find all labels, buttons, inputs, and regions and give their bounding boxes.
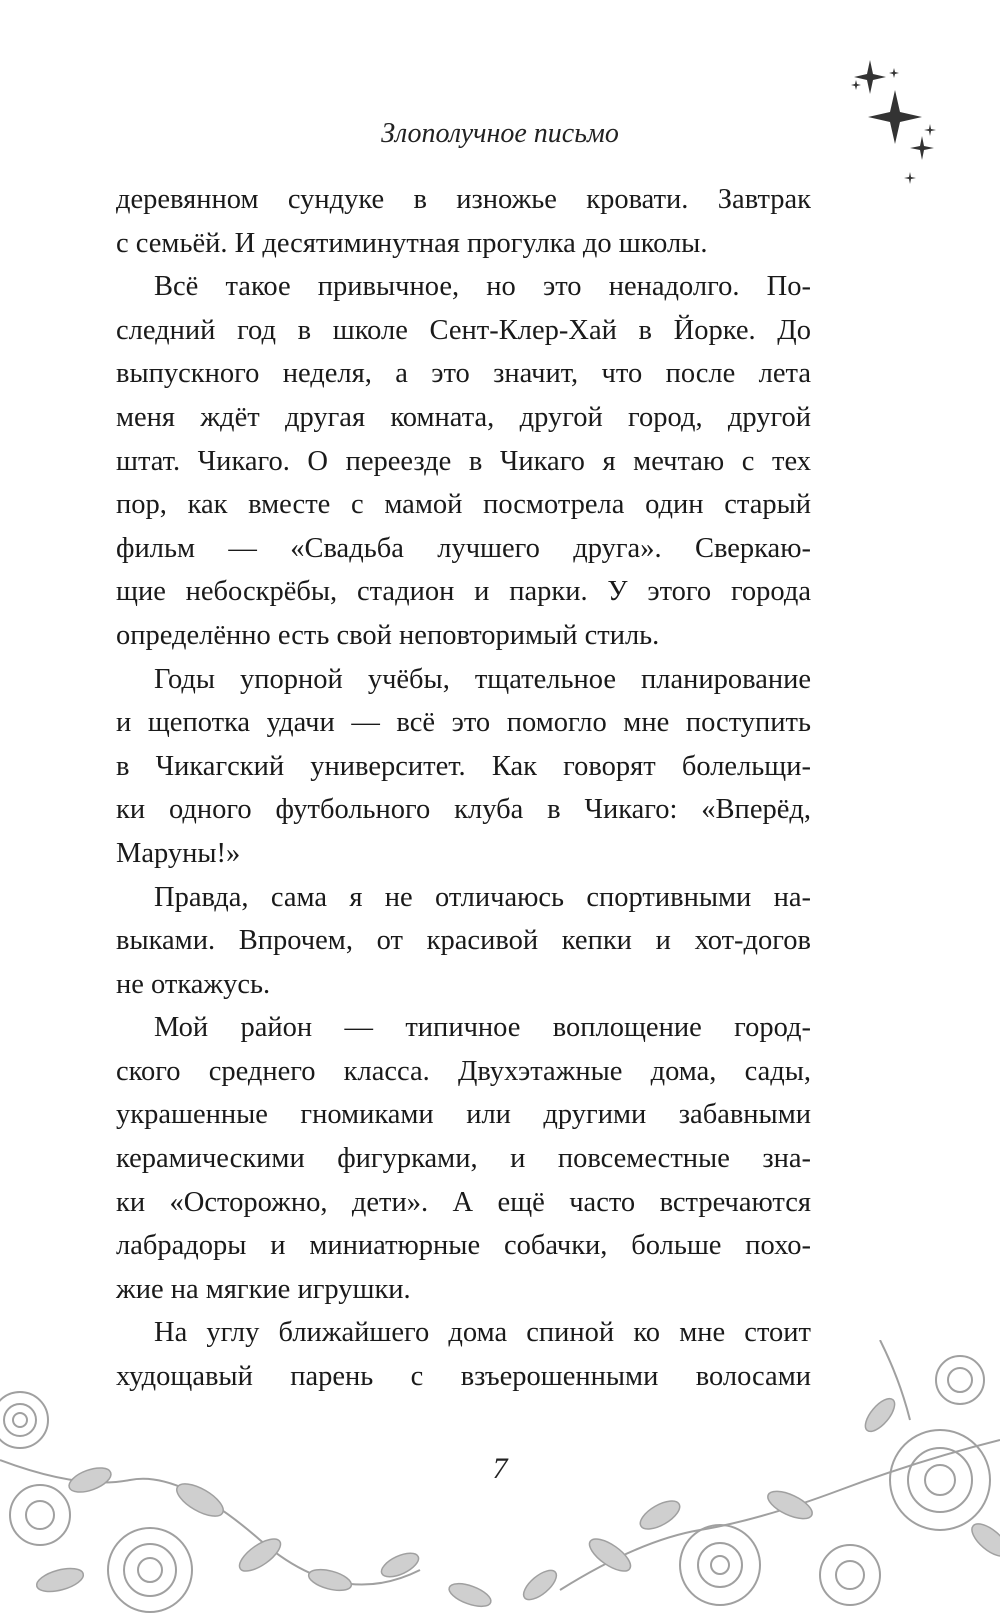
text-line: ского среднего класса. Двухэтажные дома, сады, <box>116 1055 811 1087</box>
sparkle-icon <box>889 68 899 78</box>
rose-icon <box>820 1545 880 1605</box>
rose-icon <box>936 1356 984 1404</box>
sparkle-icon <box>904 172 916 184</box>
rose-icon <box>0 1392 48 1448</box>
text-line: Всё такое привычное, но это ненадолго. По- <box>154 271 811 303</box>
leaf-icon <box>34 1564 86 1596</box>
text-line: лабрадоры и миниатюрные собачки, больше похо- <box>116 1230 811 1262</box>
text-line: жие на мягкие игрушки. <box>116 1273 411 1305</box>
text-line: Мой район — типичное воплощение город- <box>154 1012 811 1044</box>
text-line: выпускного неделя, а это значит, что после лета <box>116 358 811 390</box>
leaf-icon <box>446 1579 494 1611</box>
text-line: с семьёй. И десятиминутная прогулка до школы. <box>116 227 708 259</box>
text-line: украшенные гномиками или другими забавными <box>116 1099 811 1131</box>
text-line: Маруны!» <box>116 837 241 869</box>
rose-icon <box>108 1528 192 1612</box>
leaf-icon <box>764 1486 816 1524</box>
page-number: 7 <box>492 1452 508 1485</box>
text-line: выками. Впрочем, от красивой кепки и хот-догов <box>116 925 811 957</box>
text-line: На углу ближайшего дома спиной ко мне стоит <box>154 1317 811 1349</box>
text-line: штат. Чикаго. О переезде в Чикаго я мечтаю с тех <box>116 445 811 477</box>
leaf-icon <box>860 1394 900 1436</box>
text-line: в Чикагский университет. Как говорят болельщи- <box>116 750 811 782</box>
leaf-icon <box>967 1518 1000 1562</box>
text-line: пор, как вместе с мамой посмотрела один старый <box>116 489 811 521</box>
rose-icon <box>10 1485 70 1545</box>
text-line: деревянном сундуке в изножье кровати. Завтрак <box>116 184 811 215</box>
text-line: определённо есть свой неповторимый стиль. <box>116 619 660 651</box>
leaf-icon <box>306 1566 353 1595</box>
text-line: Правда, сама я не отличаюсь спортивными на- <box>154 881 811 913</box>
running-head: Злополучное письмо <box>381 118 619 149</box>
leaf-icon <box>378 1548 422 1581</box>
sparkle-icon <box>851 80 861 90</box>
text-line: не откажусь. <box>116 968 271 1000</box>
leaf-icon <box>636 1495 684 1534</box>
text-line: и щепотка удачи — всё это помогло мне поступить <box>116 707 811 739</box>
sparkle-icon <box>854 60 886 94</box>
text-line: фильм — «Свадьба лучшего друга». Сверкаю- <box>116 532 811 564</box>
leaf-icon <box>519 1565 561 1605</box>
text-line: ки одного футбольного клуба в Чикаго: «Вперёд, <box>116 794 811 826</box>
text-line: меня ждёт другая комната, другой город, другой <box>116 401 811 433</box>
text-line: Годы упорной учёбы, тщательное планирование <box>154 663 811 695</box>
text-line: ки «Осторожно, дети». А ещё часто встречаются <box>116 1186 811 1218</box>
text-line: худощавый парень с взъерошенными волосами <box>116 1361 811 1393</box>
text-line: щие небоскрёбы, стадион и парки. У этого города <box>116 576 811 608</box>
body-text <box>116 178 811 1399</box>
text-line: следний год в школе Сент-Клер-Хай в Йорке. До <box>116 314 811 346</box>
text-line: керамическими фигурками, и повсеместные зна- <box>116 1143 811 1175</box>
rose-icon <box>680 1525 760 1605</box>
